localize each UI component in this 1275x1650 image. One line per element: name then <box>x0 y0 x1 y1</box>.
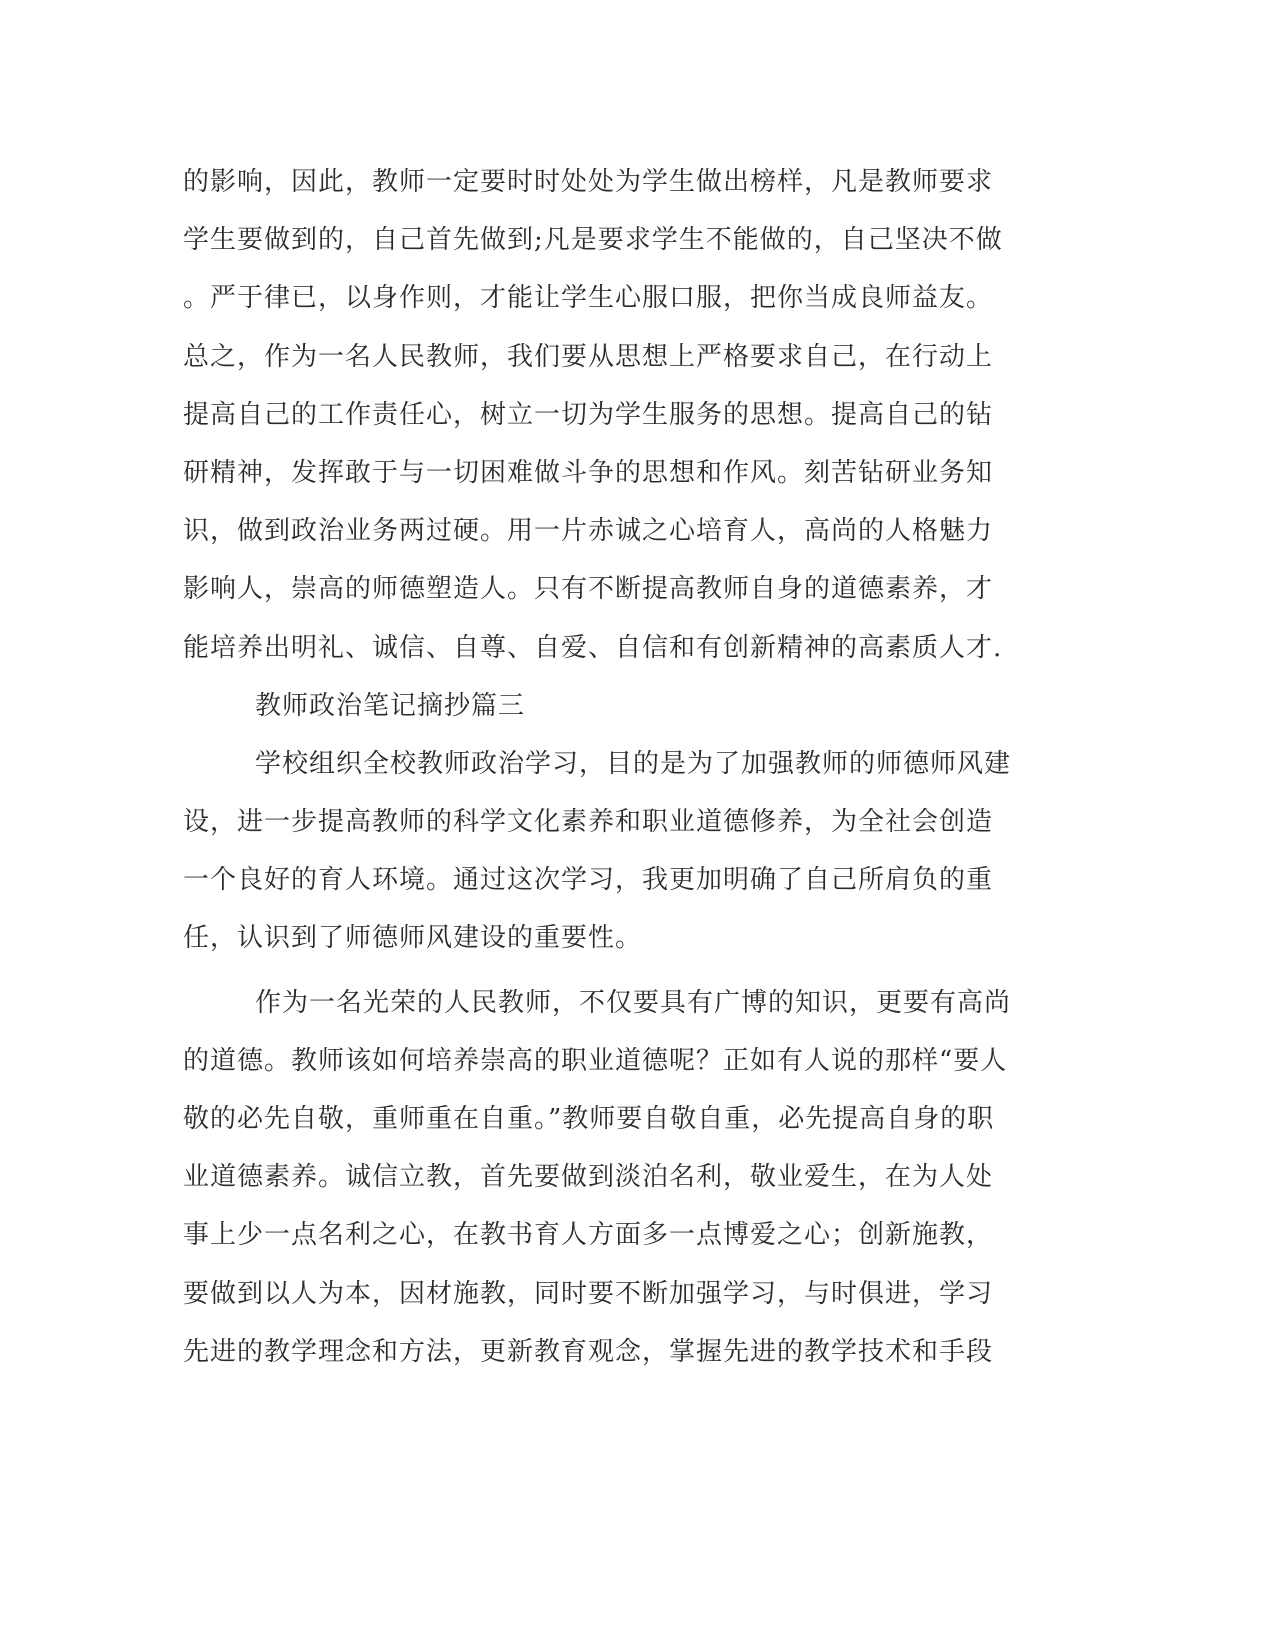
text-line: 能培养出明礼、诚信、自尊、自爱、自信和有创新精神的高素质人才. <box>183 632 1003 663</box>
text-line: 提高自己的工作责任心，树立一切为学生服务的思想。提高自己的钻 <box>183 399 994 430</box>
text-line: 任，认识到了师德师风建设的重要性。 <box>183 923 643 954</box>
text-line: 一个良好的育人环境。通过这次学习，我更加明确了自己所肩负的重 <box>183 865 994 896</box>
document-body <box>183 158 1063 1386</box>
paragraph-1 <box>183 740 1063 973</box>
text-line: 的影响，因此，教师一定要时时处处为学生做出榜样，凡是教师要求 <box>183 167 994 197</box>
text-line: 影响人，崇高的师德塑造人。只有不断提高教师自身的道德素养，才 <box>183 574 994 605</box>
text-line: 。严于律已，以身作则，才能让学生心服口服，把你当成良师益友。 <box>183 283 994 314</box>
text-line: 的道德。教师该如何培养崇高的职业道德呢？正如有人说的那样“要人 <box>183 1045 1008 1076</box>
text-line: 敬的必先自敬，重师重在自重。”教师要自敬自重，必先提高自身的职 <box>183 1104 995 1134</box>
text-line: 事上少一点名利之心，在教书育人方面多一点博爱之心；创新施教， <box>183 1220 994 1251</box>
text-line: 业道德素养。诚信立教，首先要做到淡泊名利，敬业爱生，在为人处 <box>183 1162 994 1193</box>
text-line: 先进的教学理念和方法，更新教育观念，掌握先进的教学技术和手段 <box>183 1336 994 1367</box>
text-line: 研精神，发挥敢于与一切困难做斗争的思想和作风。刻苦钻研业务知 <box>183 457 994 488</box>
continuation-paragraph <box>183 158 1063 682</box>
paragraph-2 <box>183 979 1063 1386</box>
text-line: 学生要做到的，自己首先做到;凡是要求学生不能做的，自己坚决不做 <box>183 225 1003 256</box>
text-line: 学校组织全校教师政治学习，目的是为了加强教师的师德师风建 <box>255 748 1012 779</box>
text-line: 设，进一步提高教师的科学文化素养和职业道德修养，为全社会创造 <box>183 807 994 838</box>
text-line: 要做到以人为本，因材施教，同时要不断加强学习，与时俱进，学习 <box>183 1278 994 1309</box>
text-line: 总之，作为一名人民教师，我们要从思想上严格要求自己，在行动上 <box>183 341 994 372</box>
text-line: 识，做到政治业务两过硬。用一片赤诚之心培育人，高尚的人格魅力 <box>183 516 994 547</box>
text-line: 作为一名光荣的人民教师，不仅要具有广博的知识，更要有高尚 <box>255 987 1012 1018</box>
section-title: 教师政治笔记摘抄篇三 <box>255 690 526 721</box>
